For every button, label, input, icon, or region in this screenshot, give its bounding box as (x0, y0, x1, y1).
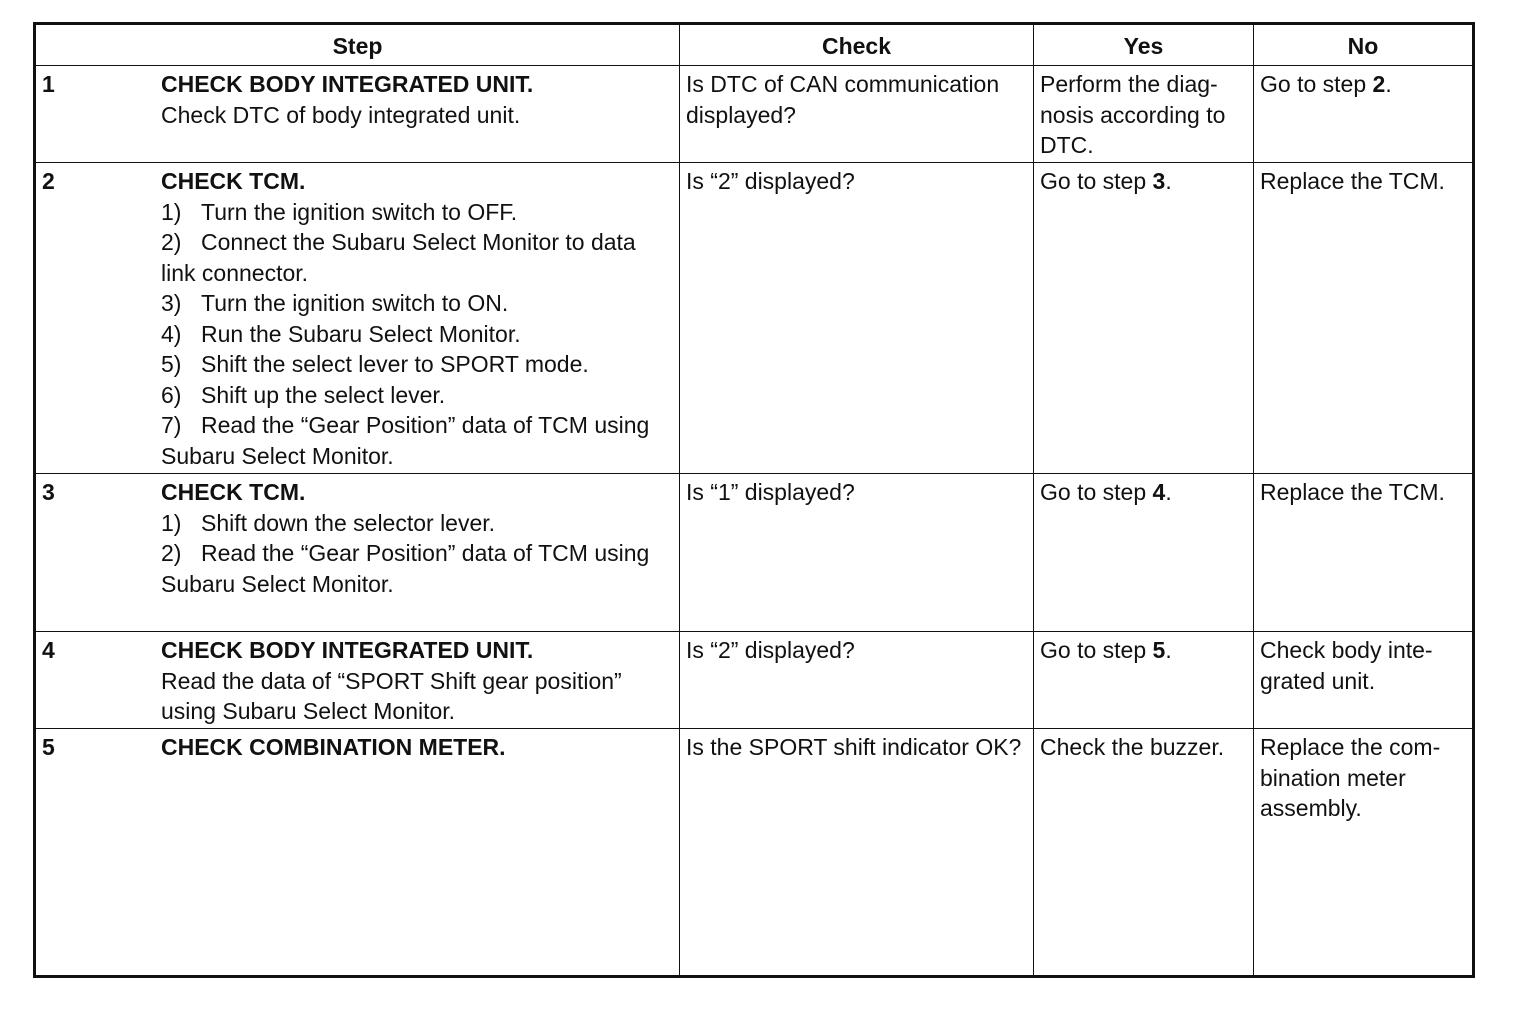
step-number: 4 (42, 637, 55, 663)
step-number: 1 (42, 71, 55, 97)
substep (161, 349, 674, 380)
step-instruction: Read the data of “SPORT Shift gear position” using Subaru Select Monitor. (161, 667, 622, 724)
substep-index: 3) (161, 290, 182, 316)
no-cell (1254, 632, 1474, 729)
yes-suffix: . (1165, 637, 1172, 663)
yes-cell (1034, 66, 1254, 163)
step-number: 2 (42, 168, 55, 194)
yes-step-number: 4 (1152, 479, 1166, 505)
header-check: Check (680, 24, 1034, 66)
step-title: CHECK BODY INTEGRATED UNIT. (161, 637, 534, 663)
substep-index: 1) (161, 509, 182, 536)
no-cell (1254, 163, 1474, 474)
yes-text: Go to step (1040, 637, 1153, 663)
check-text: Is “2” displayed? (686, 637, 855, 663)
substep-text: Shift the select lever to SPORT mode. (201, 351, 589, 377)
no-text: Replace the TCM. (1260, 479, 1445, 505)
step-number: 5 (42, 734, 55, 760)
diagnosis-table (33, 22, 1475, 978)
check-text: Is DTC of CAN communication displayed? (686, 71, 1000, 128)
step-number: 3 (42, 479, 55, 505)
step-cell (35, 163, 680, 474)
substep (161, 410, 674, 471)
step-cell (35, 66, 680, 163)
check-cell (680, 163, 1034, 474)
step-instruction: Check DTC of body integrated unit. (161, 101, 521, 128)
substep (161, 227, 674, 288)
yes-suffix: . (1165, 168, 1172, 194)
step-title: CHECK BODY INTEGRATED UNIT. (161, 71, 534, 97)
substep-index: 6) (161, 381, 182, 408)
step-cell (35, 729, 680, 977)
no-cell (1254, 66, 1474, 163)
check-cell (680, 474, 1034, 632)
step-title: CHECK COMBINATION METER. (161, 734, 506, 760)
step-cell (35, 474, 680, 632)
substep (161, 197, 674, 228)
yes-text: Go to step (1040, 479, 1153, 505)
header-row (35, 24, 1474, 66)
no-step-number: 2 (1372, 71, 1386, 97)
yes-cell (1034, 163, 1254, 474)
no-cell (1254, 474, 1474, 632)
substep-text: Read the “Gear Position” data of TCM using Subaru Select Monitor. (161, 412, 650, 469)
substep (161, 380, 674, 411)
substep (161, 538, 674, 599)
check-cell (680, 66, 1034, 163)
table-row (35, 163, 1474, 474)
table-row (35, 729, 1474, 977)
yes-cell (1034, 632, 1254, 729)
header-no: No (1254, 24, 1474, 66)
substep-text: Shift up the select lever. (201, 381, 446, 408)
check-cell (680, 632, 1034, 729)
yes-cell (1034, 474, 1254, 632)
check-cell (680, 729, 1034, 977)
substep-text: Connect the Subaru Select Monitor to data link connector. (161, 229, 636, 286)
substep (161, 319, 674, 350)
header-yes: Yes (1034, 24, 1254, 66)
header-step: Step (35, 24, 680, 66)
no-text: Check body inte-grated unit. (1260, 637, 1433, 694)
substep-index: 2) (161, 540, 182, 566)
yes-step-number: 3 (1152, 168, 1166, 194)
substep (161, 288, 674, 319)
yes-suffix: . (1165, 479, 1172, 505)
yes-text: Check the buzzer. (1040, 734, 1225, 760)
no-text: Replace the com-bination meter assembly. (1260, 734, 1441, 821)
yes-cell (1034, 729, 1254, 977)
yes-step-number: 5 (1152, 637, 1166, 663)
substep-text: Read the “Gear Position” data of TCM using Subaru Select Monitor. (161, 540, 650, 597)
substep-index: 7) (161, 412, 182, 438)
substep-text: Turn the ignition switch to OFF. (201, 198, 518, 225)
substep-text: Run the Subaru Select Monitor. (201, 320, 521, 347)
no-cell (1254, 729, 1474, 977)
no-suffix: . (1385, 71, 1392, 97)
yes-text: Perform the diag-nosis according to DTC. (1040, 71, 1226, 158)
yes-text: Go to step (1040, 168, 1153, 194)
substep-text: Turn the ignition switch to ON. (201, 290, 509, 316)
step-cell (35, 632, 680, 729)
check-text: Is “1” displayed? (686, 479, 855, 505)
no-text: Replace the TCM. (1260, 168, 1445, 194)
check-text: Is the SPORT shift indicator OK? (686, 734, 1022, 760)
table-row (35, 474, 1474, 632)
step-title: CHECK TCM. (161, 479, 306, 505)
substep-index: 2) (161, 229, 182, 255)
substep-index: 1) (161, 198, 182, 225)
substep-index: 4) (161, 320, 182, 347)
no-text: Go to step (1260, 71, 1373, 97)
substep-index: 5) (161, 351, 182, 377)
substep-text: Shift down the selector lever. (201, 509, 496, 536)
table-row (35, 632, 1474, 729)
step-title: CHECK TCM. (161, 168, 306, 194)
substep (161, 508, 674, 539)
table-row (35, 66, 1474, 163)
check-text: Is “2” displayed? (686, 168, 855, 194)
